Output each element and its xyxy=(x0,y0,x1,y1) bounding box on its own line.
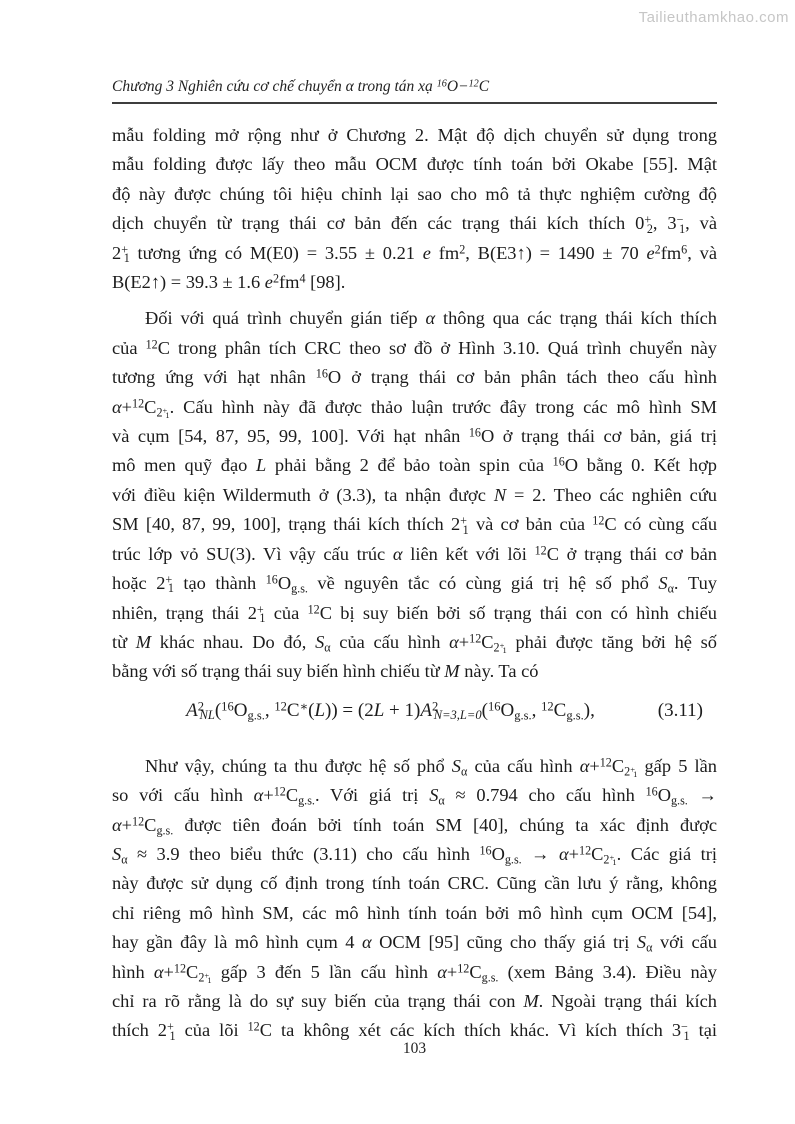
running-header xyxy=(112,78,717,104)
text-line: Đối với quá trình chuyển gián tiếp α thông qua các trạng thái kích thích xyxy=(145,308,718,329)
equation-formula: $A^2_{NL}(^{16}O_{g.s.}$, $^{12}C^∗(L)) = (2L + 1)A^2_{N=3,L=0}(^{16}O_{g.s.}$, $^{12}C_{g.s.}$), xyxy=(186,699,595,723)
text-line: dịch chuyển từ trạng thái cơ bản đến các trạng thái kích thích $0^+_2$, $3^-_1$, và xyxy=(112,212,717,236)
equation-number: (3.11) xyxy=(657,699,703,721)
text-line: này được sử dụng cố định trong tính toán CRC. Cũng cần lưu ý rằng, không xyxy=(112,873,717,894)
text-line: hoặc $2^+_1$ tạo thành $^{16}O_{g.s.}$ về nguyên tắc có cùng giá trị hệ số phổ $S_\alpha$. Tuy xyxy=(112,572,717,596)
text-line: mô men quỹ đạo L phải bằng 2 để bảo toàn spin của $^{16}$O bằng 0. Kết hợp xyxy=(112,455,717,476)
paragraph-1 xyxy=(112,121,717,297)
watermark: Tailieuthamkhao.com xyxy=(638,9,789,26)
page-body xyxy=(112,121,717,1053)
header-rule xyxy=(112,102,717,104)
text-line: độ này được chúng tôi hiệu chỉnh lại sao cho mô tả thực nghiệm cường độ xyxy=(112,183,717,204)
text-line: chỉ riêng mô hình SM, các mô hình tính toán bởi mô hình cụm OCM [54], xyxy=(112,902,717,923)
text-line: chỉ ra rõ rằng là do sự suy biến của trạng thái con M. Ngoài trạng thái kích xyxy=(112,990,717,1011)
text-line: SM [40, 87, 99, 100], trạng thái kích thích $2^+_1$ và cơ bản của $^{12}$C có cùng cấu xyxy=(112,513,718,537)
text-line: Như vậy, chúng ta thu được hệ số phổ $S_\alpha$ của cấu hình $\alpha+^{12}C_2+_1$ gấp 5 lần xyxy=(145,755,717,779)
text-line: tương ứng với hạt nhân $^{16}$O ở trạng thái cơ bản phân tách theo cấu hình xyxy=(112,366,717,388)
text-line: thích $2^+_1$ của lõi $^{12}$C ta không xét các kích thích khác. Vì kích thích $3^-_1$ tại xyxy=(112,1019,717,1043)
text-line: $\alpha+^{12}C_{g.s.}$ được tiên đoán bởi tính toán SM [40], chúng ta xác định được xyxy=(112,814,717,837)
text-line: với điều kiện Wildermuth ở (3.3), ta nhận được N = 2. Theo các nghiên cứu xyxy=(112,484,717,505)
text-line: trúc lớp vỏ SU(3). Vì vậy cấu trúc α liên kết với lõi $^{12}$C ở trạng thái cơ bản xyxy=(112,543,717,564)
text-line: hình $\alpha+^{12}C_2+_1$ gấp 3 đến 5 lần cấu hình $\alpha+^{12}C_{g.s.}$ (xem Bảng 3.4). Điều này xyxy=(112,961,717,985)
paragraph-2 xyxy=(112,304,717,686)
text-line: mẫu folding được lấy theo mẫu OCM được tính toán bởi Okabe [55]. Mật xyxy=(112,154,717,175)
text-line: $2^+_1$ tương ứng có M(E0) = 3.55 ± 0.21 e $fm^2$, B(E3↑) = 1490 ± 70 $e^2fm^6$, và xyxy=(112,242,717,266)
text-line: B(E2↑) = 39.3 ± 1.6 $e^2fm^4$ [98]. xyxy=(112,271,346,293)
page-number: 103 xyxy=(402,1040,427,1057)
text-line: của $^{12}$C trong phân tích CRC theo sơ đồ ở Hình 3.10. Quá trình chuyển này xyxy=(112,337,717,358)
text-line: nhiên, trạng thái $2^+_1$ của $^{12}$C bị suy biến bởi số trạng thái con có hình chiếu xyxy=(112,602,717,625)
chapter-header-title: Chương 3 Nghiên cứu cơ chế chuyển α trong tán xạ $^{16}$O−$^{12}$C xyxy=(112,78,490,95)
paragraph-3 xyxy=(112,752,717,1046)
text-line: so với cấu hình $\alpha+^{12}C_{g.s.}$. Với giá trị $S_\alpha \approx 0.794$ cho cấu hình $^{16}O_{g.s.}$ → xyxy=(112,784,717,808)
text-line: mẫu folding mở rộng như ở Chương 2. Mật độ dịch chuyển sử dụng trong xyxy=(112,125,717,145)
text-line: hay gần đây là mô hình cụm 4 α OCM [95] cũng cho thấy giá trị $S_\alpha$ với cấu xyxy=(112,932,717,955)
text-line: từ M khác nhau. Do đó, $S_\alpha$ của cấu hình $\alpha+^{12}C_2+_1$ phải được tăng bởi hệ số xyxy=(112,631,717,656)
text-line: $\alpha+^{12}C_2+_1$. Cấu hình này đã được thảo luận trước đây trong các mô hình SM xyxy=(112,396,717,420)
text-line: $S_\alpha \approx 3.9$ theo biểu thức (3.11) cho cấu hình $^{16}O_{g.s.} \to \alpha+^{12}C_2+_1$. Các giá trị xyxy=(112,843,717,868)
text-line: và cụm [54, 87, 95, 99, 100]. Với hạt nhân $^{16}$O ở trạng thái cơ bản, giá trị xyxy=(112,425,717,447)
text-line: bằng với số trạng thái suy biến hình chiếu từ M này. Ta có xyxy=(112,661,539,682)
equation-3-11 xyxy=(112,694,717,728)
